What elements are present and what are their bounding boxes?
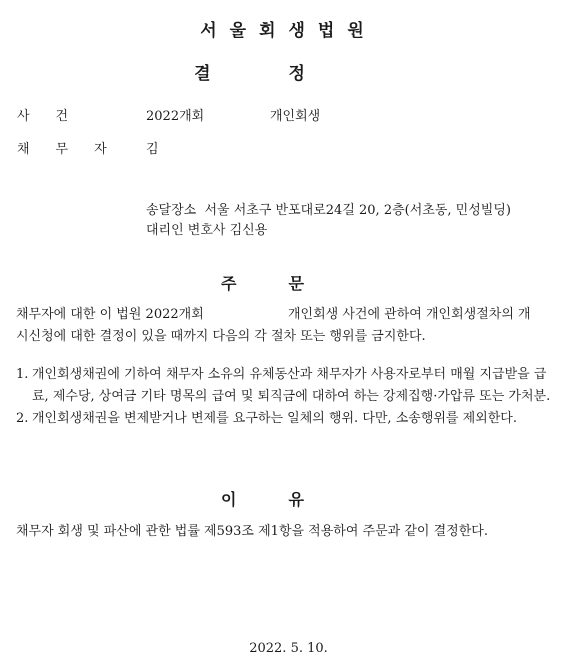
reason-text: 채무자 회생 및 파산에 관한 법률 제593조 제1항을 적용하여 주문과 같이 결정한다. xyxy=(16,524,488,539)
order-heading: 주문 xyxy=(221,274,356,293)
debtor-label: 채무자 xyxy=(17,142,133,157)
order-item-number: 1. xyxy=(16,367,29,382)
order-item xyxy=(16,364,562,408)
service-address: 송달장소 서울 서초구 반포대로24길 20, 2층(서초동, 민성빌딩) xyxy=(146,203,511,218)
order-intro-line1b: 개인회생 사건에 관하여 개인회생절차의 개 xyxy=(288,307,531,322)
reason-heading: 이유 xyxy=(221,490,356,509)
order-intro-line1a: 채무자에 대한 이 법원 2022개회 xyxy=(16,307,204,322)
order-item xyxy=(16,408,562,430)
order-list xyxy=(16,364,562,430)
debtor-name: 김 xyxy=(146,142,159,157)
order-item-text: 개인회생채권에 기하여 채무자 소유의 유체동산과 채무자가 사용자로부터 매월 지급받을 급료, 제수당, 상여금 기타 명목의 급여 및 퇴직금에 대하여 하는 강제집행·가압류 또는 가처분. xyxy=(32,367,551,404)
order-item-number: 2. xyxy=(16,411,29,426)
decision-date: 2022. 5. 10. xyxy=(249,641,328,656)
document-type-title: 결정 xyxy=(194,64,383,84)
case-number: 2022개회 xyxy=(146,109,205,124)
court-name: 서울회생법원 xyxy=(200,21,377,41)
order-item-text: 개인회생채권을 변제받거나 변제를 요구하는 일체의 행위. 다만, 소송행위를 제외한다. xyxy=(32,411,517,426)
case-name: 개인회생 xyxy=(270,109,321,124)
case-label: 사건 xyxy=(17,109,95,124)
legal-agent: 대리인 변호사 김신용 xyxy=(146,223,268,238)
order-intro-line2: 시신청에 대한 결정이 있을 때까지 다음의 각 절차 또는 행위를 금지한다. xyxy=(16,329,426,344)
